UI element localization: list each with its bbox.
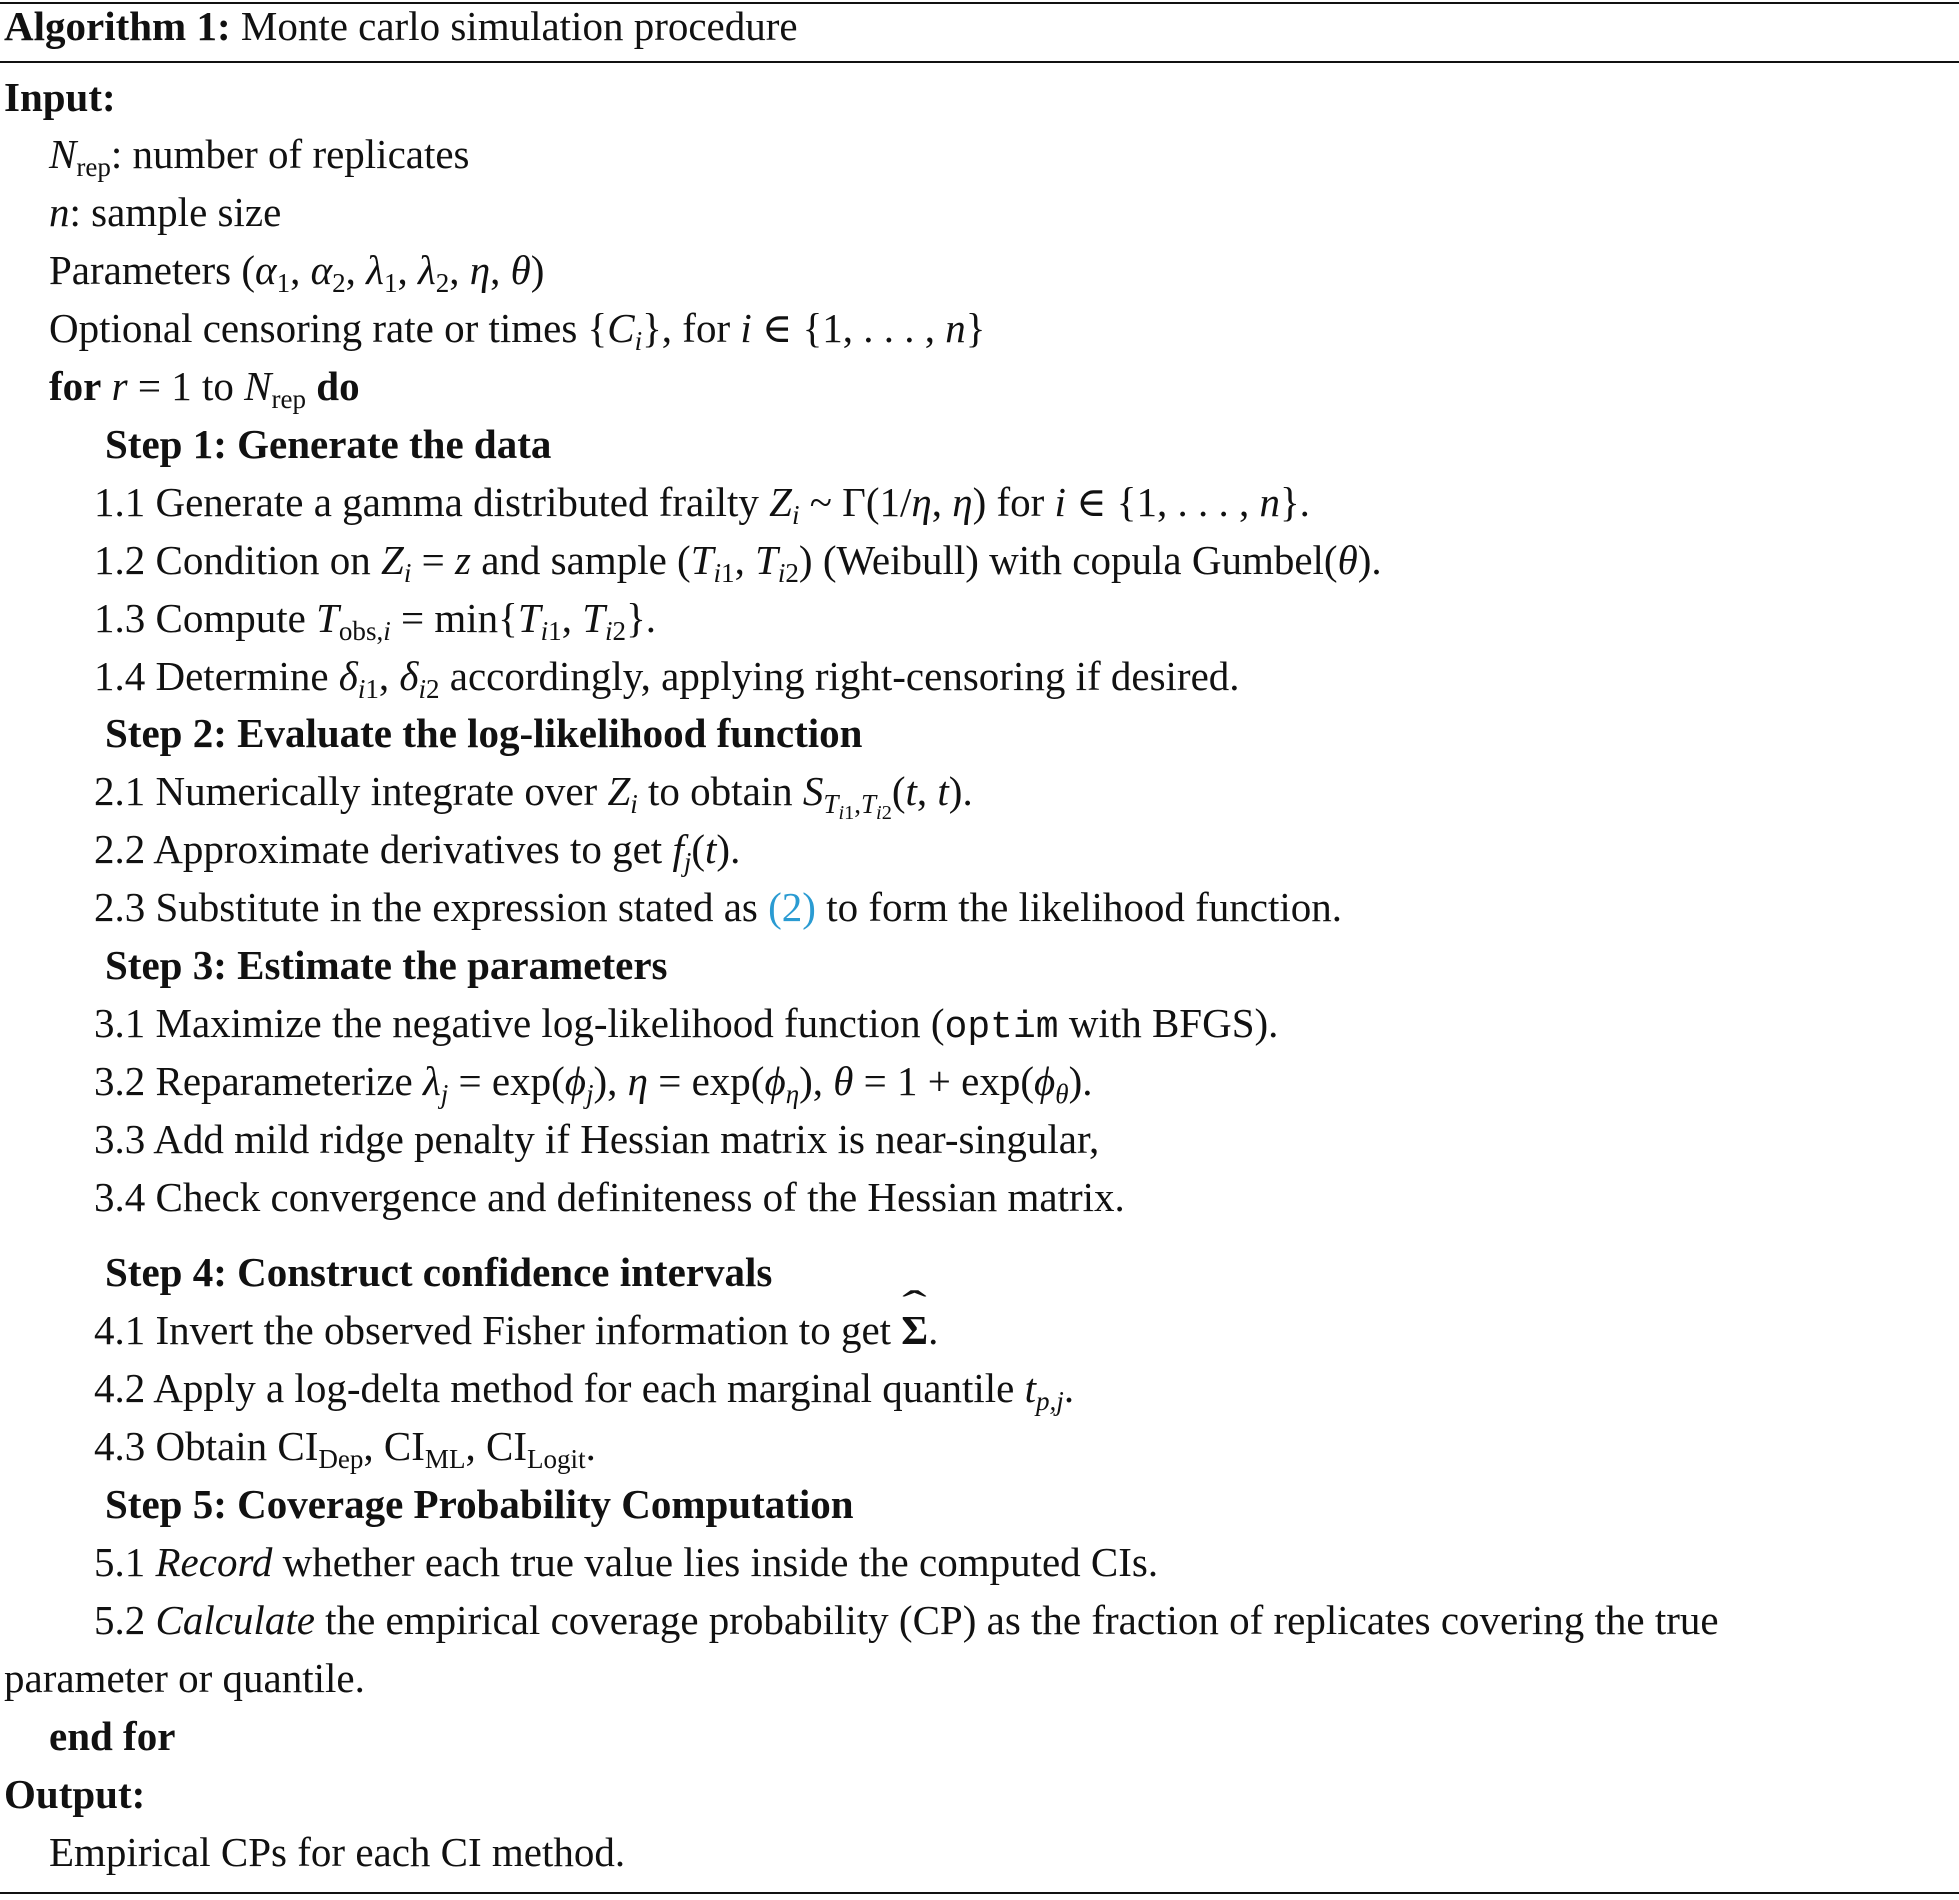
input-label: Input:	[4, 74, 116, 120]
algorithm-header	[4, 0, 798, 54]
end-for-keyword: end for	[49, 1713, 176, 1759]
step-4-title: Step 4: Construct confidence intervals	[105, 1249, 773, 1295]
output-label: Output:	[4, 1771, 146, 1817]
censor-for: , for	[661, 305, 731, 351]
step-3-4: 3.4 Check convergence and definiteness of the Hessian matrix.	[94, 1174, 1125, 1220]
step-4-3: 4.3 Obtain $CI_{Dep}$, $CI_{ML}$, $CI_{Logit}$.	[94, 1423, 596, 1475]
step-3-3: 3.3 Add mild ridge penalty if Hessian matrix is near-singular,	[94, 1116, 1100, 1162]
step-2-3: 2.3 Substitute in the expression stated as (2) to form the likelihood function.	[94, 884, 1343, 930]
input-parameters: Parameters ($\alpha_1$, $\alpha_2$, $\lambda_1$, $\lambda_2$, η, θ)	[49, 247, 545, 299]
output-text: Empirical CPs for each CI method.	[49, 1829, 626, 1875]
step-3-1: 3.1 Maximize the negative log-likelihood function (optim with BFGS).	[94, 1000, 1279, 1049]
header-rule	[0, 61, 1959, 63]
step-1-title: Step 1: Generate the data	[105, 421, 552, 467]
step-1-4: 1.4 Determine $\delta_{i1}$, $\delta_{i2}$ accordingly, applying right-censoring if desired.	[94, 653, 1240, 705]
n-desc: : sample size	[69, 189, 282, 235]
optim-code: optim	[944, 1006, 1059, 1049]
step-5-2-continued: parameter or quantile.	[4, 1655, 365, 1701]
algorithm-label: Algorithm 1:	[4, 3, 231, 49]
algorithm-title: Monte carlo simulation procedure	[240, 3, 798, 49]
step-2-title: Step 2: Evaluate the log-likelihood function	[105, 710, 863, 756]
censor-text: Optional censoring rate or times	[49, 305, 578, 351]
bottom-rule	[0, 1892, 1959, 1894]
input-n: n: sample size	[49, 189, 282, 235]
step-2-1: 2.1 Numerically integrate over $Z_i$ to obtain $S_{T_{i1},T_{i2}}(t$, t).	[94, 768, 973, 825]
step-1-1: 1.1 Generate a gamma distributed frailty $Z_i$ ~ Γ(1/η, η) for i ∈ {1, . . . , n}.	[94, 479, 1310, 531]
for-keyword: for	[49, 363, 102, 409]
step-4-2: 4.2 Apply a log-delta method for each marginal quantile $t_{p,j}$.	[94, 1365, 1075, 1417]
step-5-title: Step 5: Coverage Probability Computation	[105, 1481, 854, 1527]
equation-ref-link[interactable]: (2)	[768, 884, 816, 930]
step-3-2: 3.2 Reparameterize $\lambda_j = \exp(\phi_j)$, $\eta = \exp(\phi_\eta)$, $\theta = 1 + \exp(\phi_\theta)$.	[94, 1058, 1093, 1110]
step-4-1: 4.1 Invert the observed Fisher information to get ˆ Σ.	[94, 1302, 938, 1358]
params-text: Parameters	[49, 247, 232, 293]
step-3-title: Step 3: Estimate the parameters	[105, 942, 668, 988]
do-keyword: do	[316, 363, 360, 409]
input-nrep: $N_{rep}$: number of replicates	[49, 131, 470, 183]
step-2-2: 2.2 Approximate derivatives to get $f_j(t)$.	[94, 826, 741, 878]
step-1-3: 1.3 Compute $T_{obs,i} = \min\{T_{i1}$, $T_{i2}$}.	[94, 595, 656, 647]
step-5-1: 5.1 Record whether each true value lies inside the computed CIs.	[94, 1539, 1159, 1585]
to-keyword: to	[201, 363, 234, 409]
nrep-desc: : number of replicates	[110, 131, 470, 177]
for-loop-header: for r = 1 to $N_{rep}$ do	[49, 363, 360, 415]
step-1-2: 1.2 Condition on $Z_i = z$ and sample ($T_{i1}$, $T_{i2}$) (Weibull) with copula Gumbel(θ).	[94, 537, 1382, 589]
step-5-2: 5.2 Calculate the empirical coverage probability (CP) as the fraction of replicates covering the true	[94, 1597, 1719, 1643]
input-censoring: Optional censoring rate or times $\{C_i\}$, for i ∈ {1, . . . , n}	[49, 305, 986, 357]
